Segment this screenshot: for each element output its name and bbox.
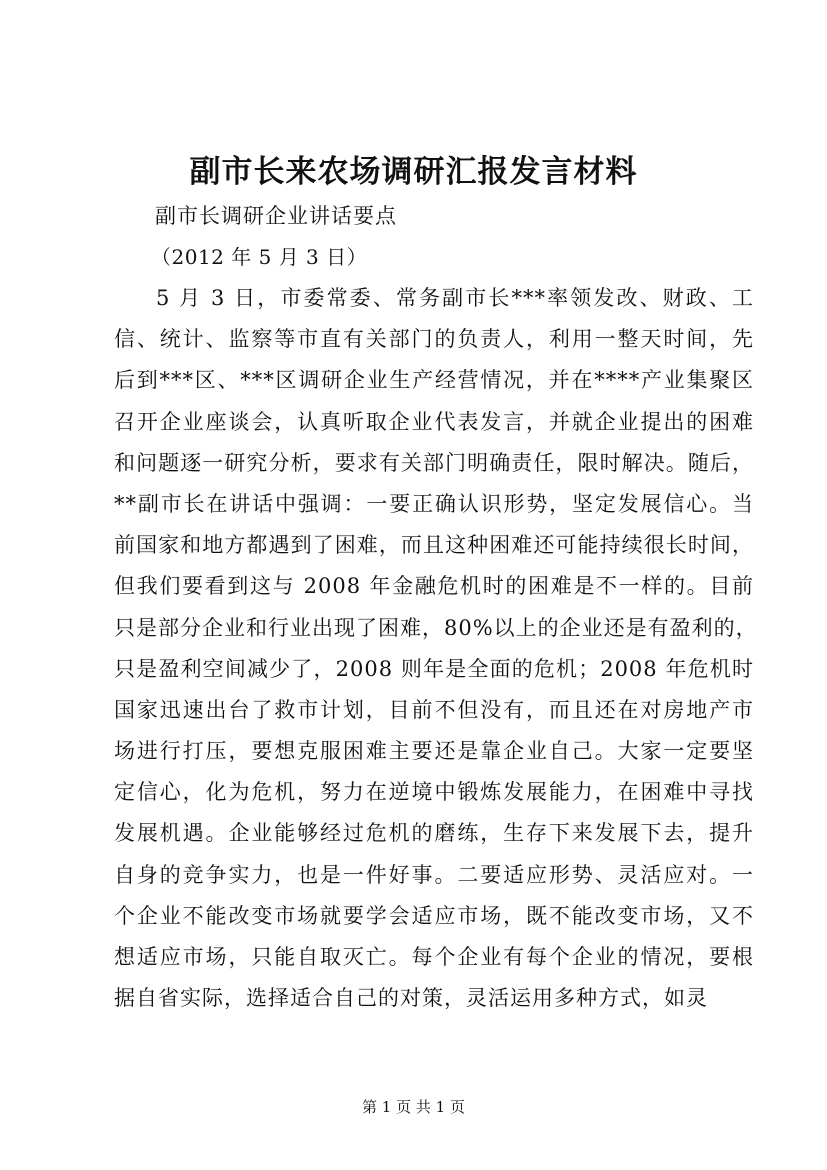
body-line: 场进行打压，要想克服困难主要还是靠企业自己。大家一定要坚 bbox=[114, 739, 754, 764]
body-line: 想适应市场，只能自取灭亡。每个企业有每个企业的情况，要根 bbox=[114, 945, 754, 969]
body-line: 和问题逐一研究分析，要求有关部门明确责任，限时解决。随后， bbox=[114, 450, 754, 475]
body-line: 只是部分企业和行业出现了困难，80%以上的企业还是有盈利的， bbox=[114, 615, 758, 640]
body-line: **副市长在讲话中强调：一要正确认识形势，坚定发展信心。当 bbox=[114, 491, 754, 516]
document-date: （2012 年 5 月 3 日） bbox=[151, 245, 368, 269]
body-line: 发展机遇。企业能够经过危机的磨练，生存下来发展下去，提升 bbox=[114, 821, 754, 846]
page-footer: 第 1 页 共 1 页 bbox=[362, 1098, 465, 1116]
body-line: 信、统计、监察等市直有关部门的负责人，利用一整天时间，先 bbox=[114, 327, 754, 352]
body-line: 只是盈利空间减少了，2008 则年是全面的危机；2008 年危机时 bbox=[114, 656, 754, 681]
body-line: 但我们要看到这与 2008 年金融危机时的困难是不一样的。目前 bbox=[114, 574, 754, 599]
document-title: 副市长来农场调研汇报发言材料 bbox=[189, 154, 638, 190]
body-line: 定信心，化为危机，努力在逆境中锻炼发展能力，在困难中寻找 bbox=[114, 780, 754, 805]
document-body bbox=[114, 278, 758, 1019]
body-line: 自身的竞争实力，也是一件好事。二要适应形势、灵活应对。一 bbox=[114, 862, 754, 887]
body-line: 前国家和地方都遇到了困难，而且这种困难还可能持续很长时间， bbox=[114, 533, 754, 558]
body-line: 国家迅速出台了救市计划，目前不但没有，而且还在对房地产市 bbox=[114, 697, 754, 722]
document-subtitle: 副市长调研企业讲话要点 bbox=[155, 204, 397, 228]
body-line: 据自省实际，选择适合自己的对策，灵活运用多种方式，如灵 bbox=[114, 986, 708, 1011]
body-line: 5 月 3 日，市委常委、常务副市长***率领发改、财政、工 bbox=[156, 286, 754, 310]
body-line: 召开企业座谈会，认真听取企业代表发言，并就企业提出的困难 bbox=[114, 409, 754, 434]
body-line: 个企业不能改变市场就要学会适应市场，既不能改变市场，又不 bbox=[114, 903, 754, 928]
body-line: 后到***区、***区调研企业生产经营情况，并在****产业集聚区 bbox=[114, 368, 754, 393]
